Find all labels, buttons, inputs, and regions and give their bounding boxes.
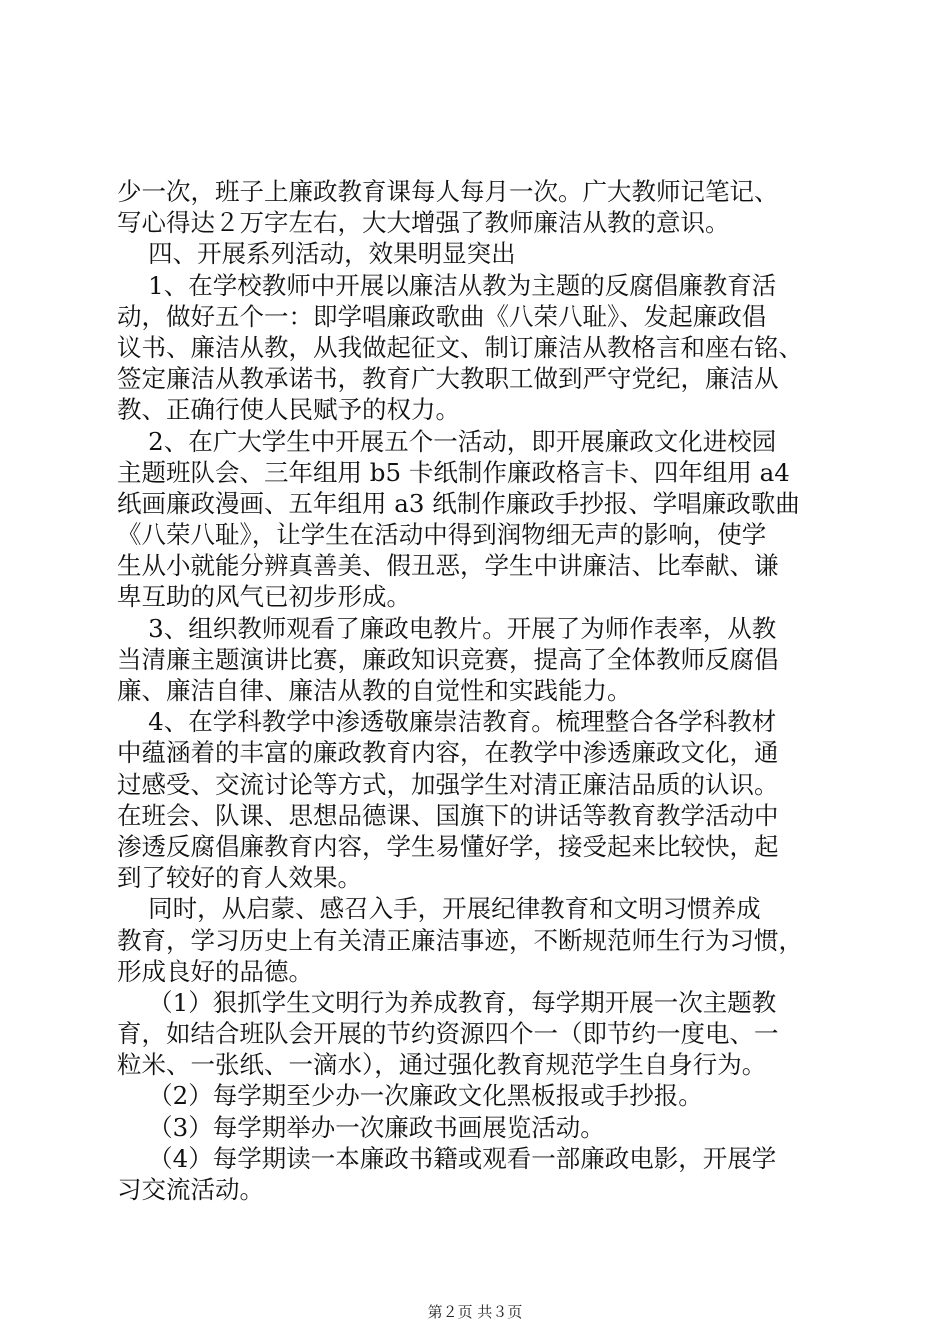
text-line: （2）每学期至少办一次廉政文化黑板报或手抄报。 [117, 1081, 703, 1111]
text-line: （1）狠抓学生文明行为养成教育，每学期开展一次主题教 [117, 987, 777, 1017]
text-line: 2、在广大学生中开展五个一活动，即开展廉政文化进校园 [117, 426, 777, 456]
text-line: 签定廉洁从教承诺书，教育广大教职工做到严守党纪，廉洁从 [117, 364, 779, 394]
text-line: 卑互助的风气已初步形成。 [117, 582, 411, 612]
text-line: 主题班队会、三年组用 b5 卡纸制作廉政格言卡、四年组用 a4 [117, 457, 790, 487]
text-line: 少一次，班子上廉政教育课每人每月一次。广大教师记笔记、 [117, 177, 779, 206]
text-line: 廉、廉洁自律、廉洁从教的自觉性和实践能力。 [117, 676, 632, 705]
text-line: 习交流活动。 [117, 1175, 264, 1204]
text-line: 《八荣八耻》，让学生在活动中得到润物细无声的影响，使学 [117, 520, 767, 550]
text-line: 教、正确行使人民赋予的权力。 [117, 395, 460, 425]
text-line: 生从小就能分辨真善美、假丑恶，学生中讲廉洁、比奉献、谦 [117, 551, 779, 581]
text-line: 四、开展系列活动，效果明显突出 [117, 239, 516, 269]
text-line: 纸画廉政漫画、五年组用 a3 纸制作廉政手抄报、学唱廉政歌曲 [117, 488, 800, 518]
text-line: 1、在学校教师中开展以廉洁从教为主题的反腐倡廉教育活 [117, 270, 777, 300]
text-line: 动，做好五个一：即学唱廉政歌曲《八荣八耻》、发起廉政倡 [117, 301, 767, 331]
text-line: 同时，从启蒙、感召入手，开展纪律教育和文明习惯养成 [117, 894, 761, 924]
text-line: 议书、廉洁从教，从我做起征文、制订廉洁从教格言和座右铭、 [117, 332, 803, 362]
text-line: 到了较好的育人效果。 [117, 863, 362, 893]
text-line: 渗透反腐倡廉教育内容，学生易懂好学，接受起来比较快，起 [117, 831, 779, 861]
text-line: 过感受、交流讨论等方式，加强学生对清正廉洁品质的认识。 [117, 769, 779, 799]
body-text [117, 176, 857, 1205]
text-line: 当清廉主题演讲比赛，廉政知识竞赛，提高了全体教师反腐倡 [117, 644, 779, 674]
text-line: 写心得达２万字左右，大大增强了教师廉洁从教的意识。 [117, 208, 730, 238]
text-line: 粒米、一张纸、一滴水），通过强化教育规范学生自身行为。 [117, 1050, 767, 1080]
text-line: 4、在学科教学中渗透敬廉崇洁教育。梳理整合各学科教材 [117, 707, 777, 737]
text-line: 育，如结合班队会开展的节约资源四个一（即节约一度电、一 [117, 1019, 779, 1049]
page-footer: 第２页 共３页 [427, 1303, 523, 1321]
text-line: 教育，学习历史上有关清正廉洁事迹，不断规范师生行为习惯， [117, 925, 803, 955]
text-line: 在班会、队课、思想品德课、国旗下的讲话等教育教学活动中 [117, 800, 779, 830]
text-line: （3）每学期举办一次廉政书画展览活动。 [117, 1112, 605, 1142]
text-line: 3、组织教师观看了廉政电教片。开展了为师作表率，从教 [117, 613, 777, 643]
text-line: 形成良好的品德。 [117, 956, 313, 986]
text-line: 中蕴涵着的丰富的廉政教育内容，在教学中渗透廉政文化，通 [117, 738, 779, 768]
text-line: （4）每学期读一本廉政书籍或观看一部廉政电影，开展学 [117, 1143, 777, 1173]
